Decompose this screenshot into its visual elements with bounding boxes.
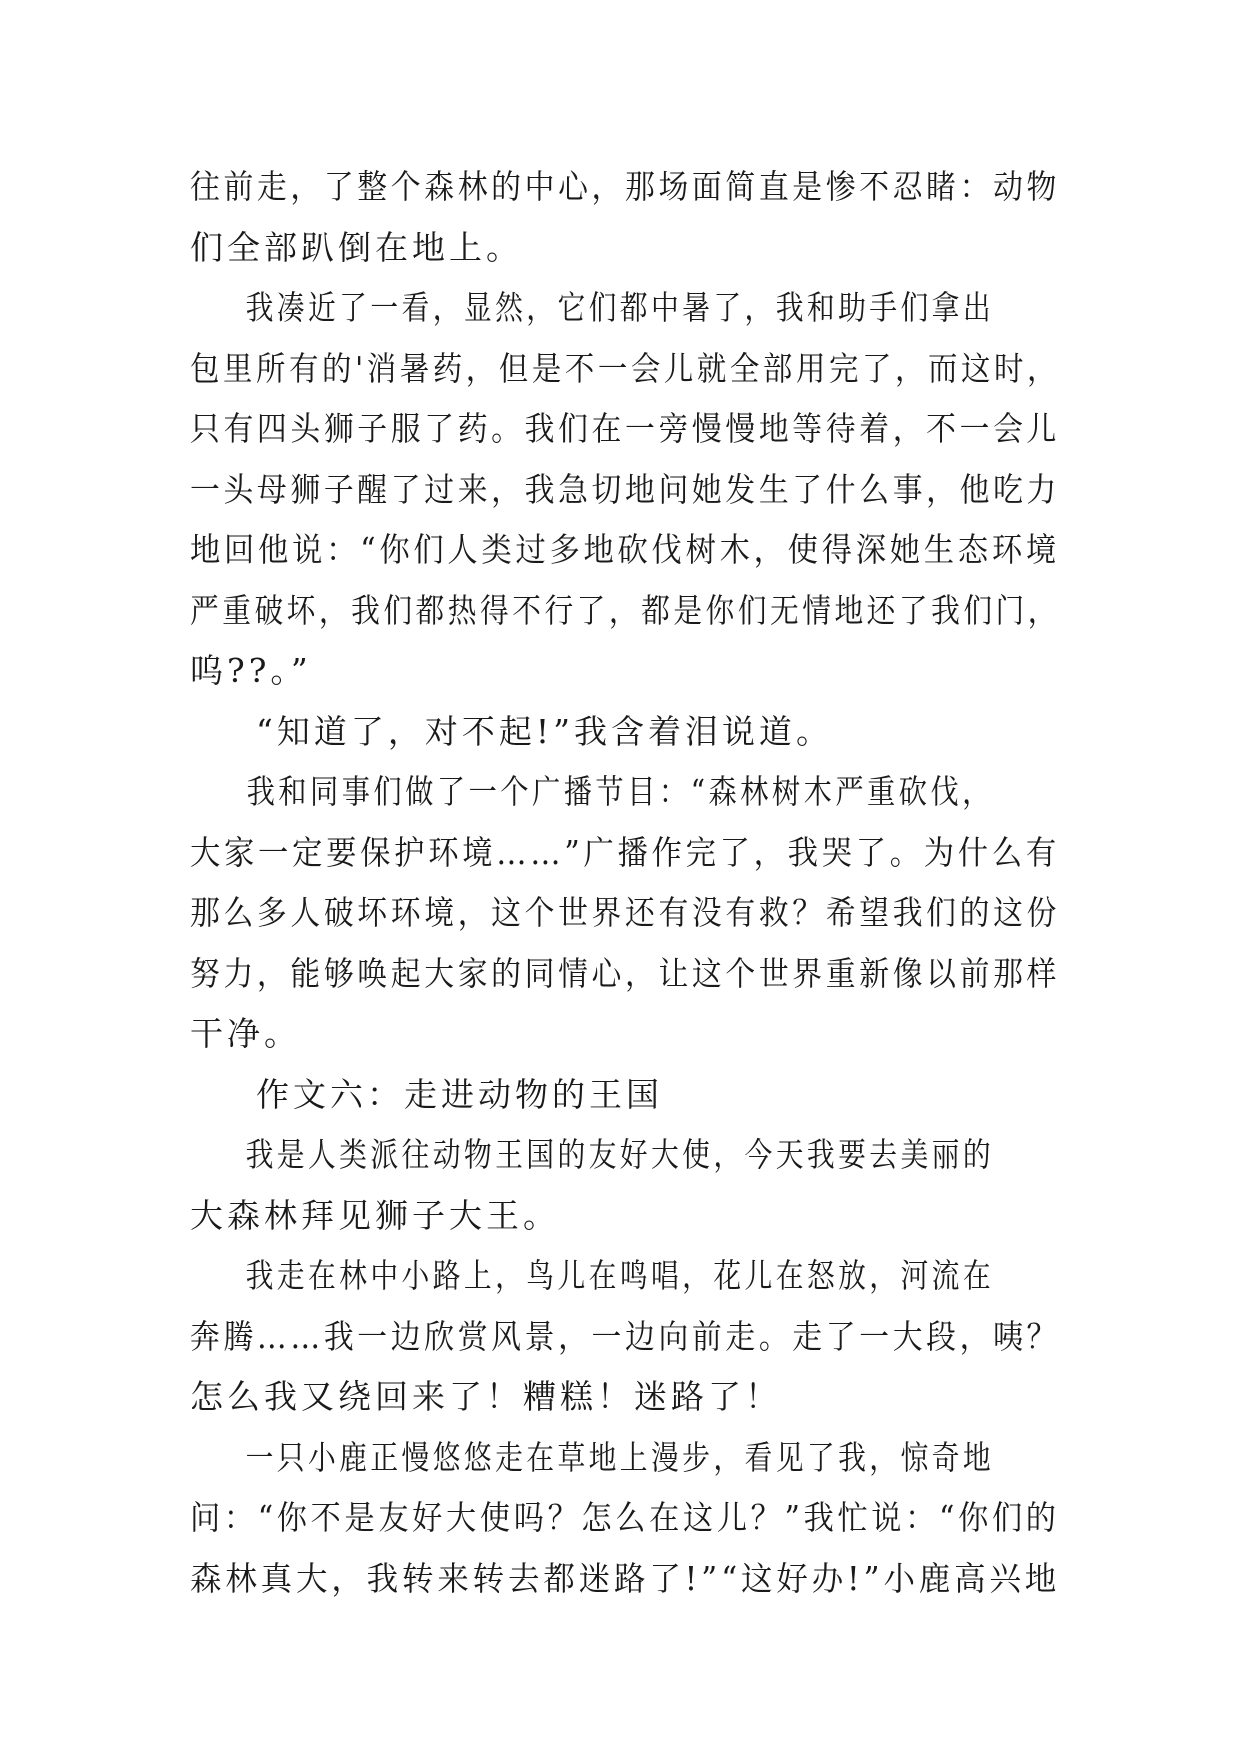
essay-text xyxy=(190,157,1060,1609)
text-line: 往前走，了整个森林的中心，那场面简直是惨不忍睹：动物 xyxy=(190,167,1060,206)
text-line: 大家一定要保护环境……”广播作完了，我哭了。为什么有 xyxy=(190,832,1060,872)
text-line: 奔腾……我一边欣赏风景，一边向前走。走了一大段，咦？ xyxy=(190,1316,1060,1356)
text-line: 干净。 xyxy=(190,1014,301,1053)
text-line: 作文六：走进动物的王国 xyxy=(256,1074,663,1114)
text-line: 我凑近了一看，显然，它们都中暑了，我和助手们拿出 xyxy=(245,288,994,327)
text-line: 一只小鹿正慢悠悠走在草地上漫步，看见了我，惊奇地 xyxy=(245,1437,994,1477)
text-line: 那么多人破坏环境，这个世界还有没有救？希望我们的这份 xyxy=(190,893,1060,932)
text-line: 呜??。” xyxy=(190,651,312,690)
text-line: 只有四头狮子服了药。我们在一旁慢慢地等待着，不一会儿 xyxy=(190,409,1060,448)
text-line: 们全部趴倒在地上。 xyxy=(190,227,523,267)
text-line: 问：“你不是友好大使吗？怎么在这儿？”我忙说：“你们的 xyxy=(190,1498,1060,1537)
text-line: 大森林拜见狮子大王。 xyxy=(190,1195,560,1235)
text-line: 我和同事们做了一个广播节目：“森林树木严重砍伐， xyxy=(246,772,994,811)
text-line: 怎么我又绕回来了！糟糕！迷路了！ xyxy=(190,1377,782,1416)
text-line: “知道了，对不起!”我含着泪说道。 xyxy=(256,711,834,751)
text-line: 我是人类派往动物王国的友好大使，今天我要去美丽的 xyxy=(245,1135,994,1174)
text-line: 地回他说：“你们人类过多地砍伐树木，使得深她生态环境 xyxy=(190,530,1060,569)
text-line: 森林真大，我转来转去都迷路了!”“这好办!”小鹿高兴地 xyxy=(190,1558,1061,1598)
text-line: 努力，能够唤起大家的同情心，让这个世界重新像以前那样 xyxy=(190,953,1060,993)
text-line: 严重破坏，我们都热得不行了，都是你们无情地还了我们门， xyxy=(190,590,1060,630)
text-line: 包里所有的'消暑药，但是不一会儿就全部用完了，而这时， xyxy=(190,348,1061,388)
text-line: 我走在林中小路上，鸟儿在鸣唱，花儿在怒放，河流在 xyxy=(245,1256,994,1295)
text-line: 一头母狮子醒了过来，我急切地问她发生了什么事，他吃力 xyxy=(190,469,1060,509)
